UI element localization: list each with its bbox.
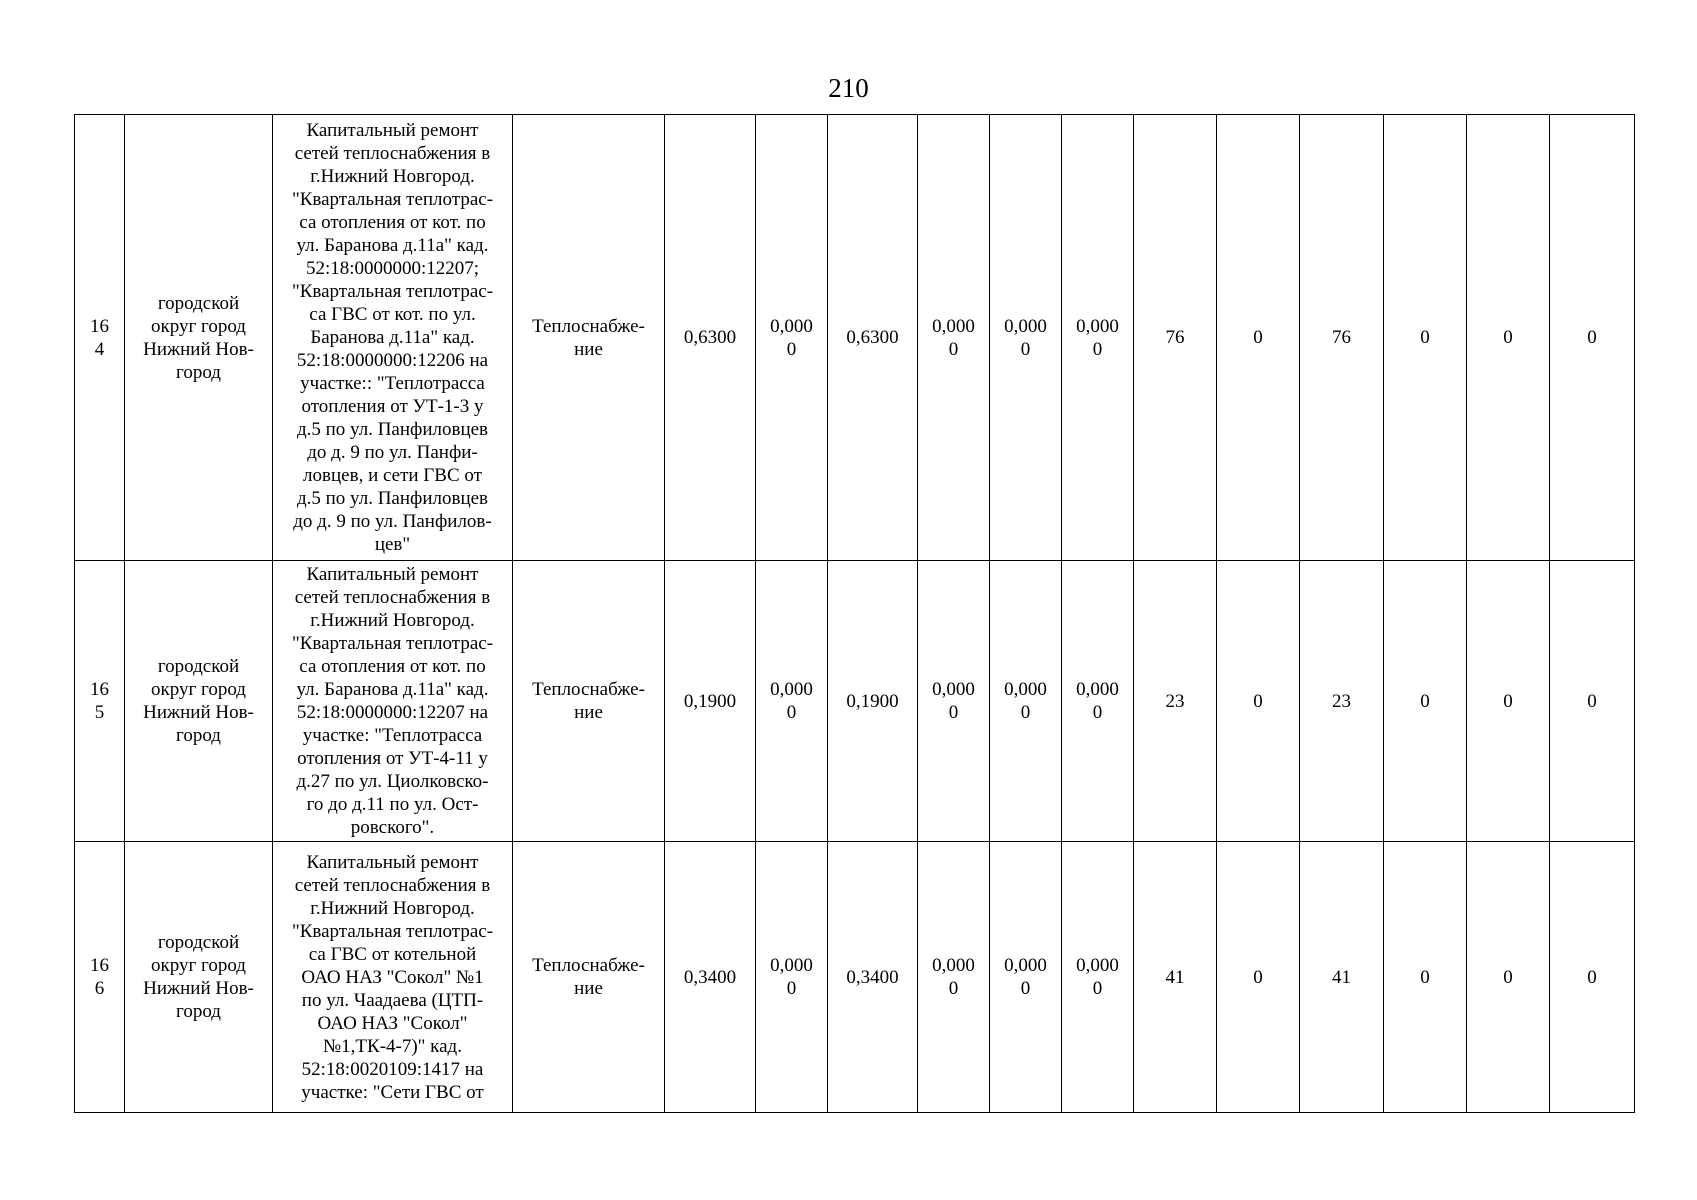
value-cell: 76: [1134, 115, 1217, 561]
value-cell: 0,000 0: [1062, 561, 1134, 842]
value-cell: 0: [1217, 561, 1300, 842]
value-cell: 0,000 0: [918, 561, 990, 842]
value-cell: 0,000 0: [1062, 842, 1134, 1113]
value-cell: 0,1900: [828, 561, 918, 842]
value-cell: 0,000 0: [990, 561, 1062, 842]
value-cell: 0,3400: [828, 842, 918, 1113]
category-cell: Теплоснабже- ние: [513, 561, 665, 842]
row-number-cell: 16 5: [75, 561, 125, 842]
description-cell: Капитальный ремонт сетей теплоснабжения в г.Нижний Новгород. "Квартальная теплотрас- са отопления от кот. по ул. Баранова д.11а" кад. 52:18:0000000:12207 на участке: "Теплотрасса отопления от УТ-4-11 у д.27 по ул. Циолковско- го до д.11 по ул. Ост- ровского".: [273, 561, 513, 842]
territory-cell: городской округ город Нижний Нов- город: [125, 115, 273, 561]
value-cell: 0: [1550, 842, 1635, 1113]
value-cell: 0: [1467, 842, 1550, 1113]
table-row: [75, 561, 1635, 842]
value-cell: 0,000 0: [918, 842, 990, 1113]
value-cell: 0,1900: [665, 561, 756, 842]
value-cell: 0: [1550, 561, 1635, 842]
table-row: [75, 115, 1635, 561]
value-cell: 0: [1384, 561, 1467, 842]
data-table: [74, 114, 1635, 1113]
value-cell: 0,6300: [665, 115, 756, 561]
category-cell: Теплоснабже- ние: [513, 115, 665, 561]
value-cell: 0,000 0: [756, 561, 828, 842]
territory-cell: городской округ город Нижний Нов- город: [125, 561, 273, 842]
value-cell: 0: [1384, 115, 1467, 561]
value-cell: 0,3400: [665, 842, 756, 1113]
value-cell: 23: [1134, 561, 1217, 842]
value-cell: 0,000 0: [990, 115, 1062, 561]
value-cell: 0: [1467, 115, 1550, 561]
description-cell: Капитальный ремонт сетей теплоснабжения в г.Нижний Новгород. "Квартальная теплотрас- са отопления от кот. по ул. Баранова д.11а" кад. 52:18:0000000:12207; "Квартальная теплотрас- са ГВС от кот. по ул. Баранова д.11а" кад. 52:18:0000000:12206 на участке:: "Теплотрасса отопления от УТ-1-3 у д.5 по ул. Панфиловцев до д. 9 по ул. Панфи- ловцев, и сети ГВС от д.5 по ул. Панфиловцев до д. 9 по ул. Панфилов- цев": [273, 115, 513, 561]
value-cell: 41: [1134, 842, 1217, 1113]
row-number-cell: 16 4: [75, 115, 125, 561]
value-cell: 0: [1384, 842, 1467, 1113]
value-cell: 0,000 0: [990, 842, 1062, 1113]
value-cell: 0,000 0: [756, 842, 828, 1113]
value-cell: 76: [1300, 115, 1384, 561]
value-cell: 0: [1217, 842, 1300, 1113]
value-cell: 23: [1300, 561, 1384, 842]
value-cell: 0,000 0: [918, 115, 990, 561]
row-number-cell: 16 6: [75, 842, 125, 1113]
value-cell: 41: [1300, 842, 1384, 1113]
value-cell: 0: [1550, 115, 1635, 561]
value-cell: 0: [1217, 115, 1300, 561]
value-cell: 0: [1467, 561, 1550, 842]
category-cell: Теплоснабже- ние: [513, 842, 665, 1113]
value-cell: 0,000 0: [756, 115, 828, 561]
value-cell: 0,6300: [828, 115, 918, 561]
page-number: 210: [828, 73, 869, 103]
territory-cell: городской округ город Нижний Нов- город: [125, 842, 273, 1113]
description-cell: Капитальный ремонт сетей теплоснабжения в г.Нижний Новгород. "Квартальная теплотрас- са ГВС от котельной ОАО НАЗ "Сокол" №1 по ул. Чаадаева (ЦТП- ОАО НАЗ "Сокол" №1,ТК-4-7)" кад. 52:18:0020109:1417 на участке: "Сети ГВС от: [273, 842, 513, 1113]
value-cell: 0,000 0: [1062, 115, 1134, 561]
table-row: [75, 842, 1635, 1113]
